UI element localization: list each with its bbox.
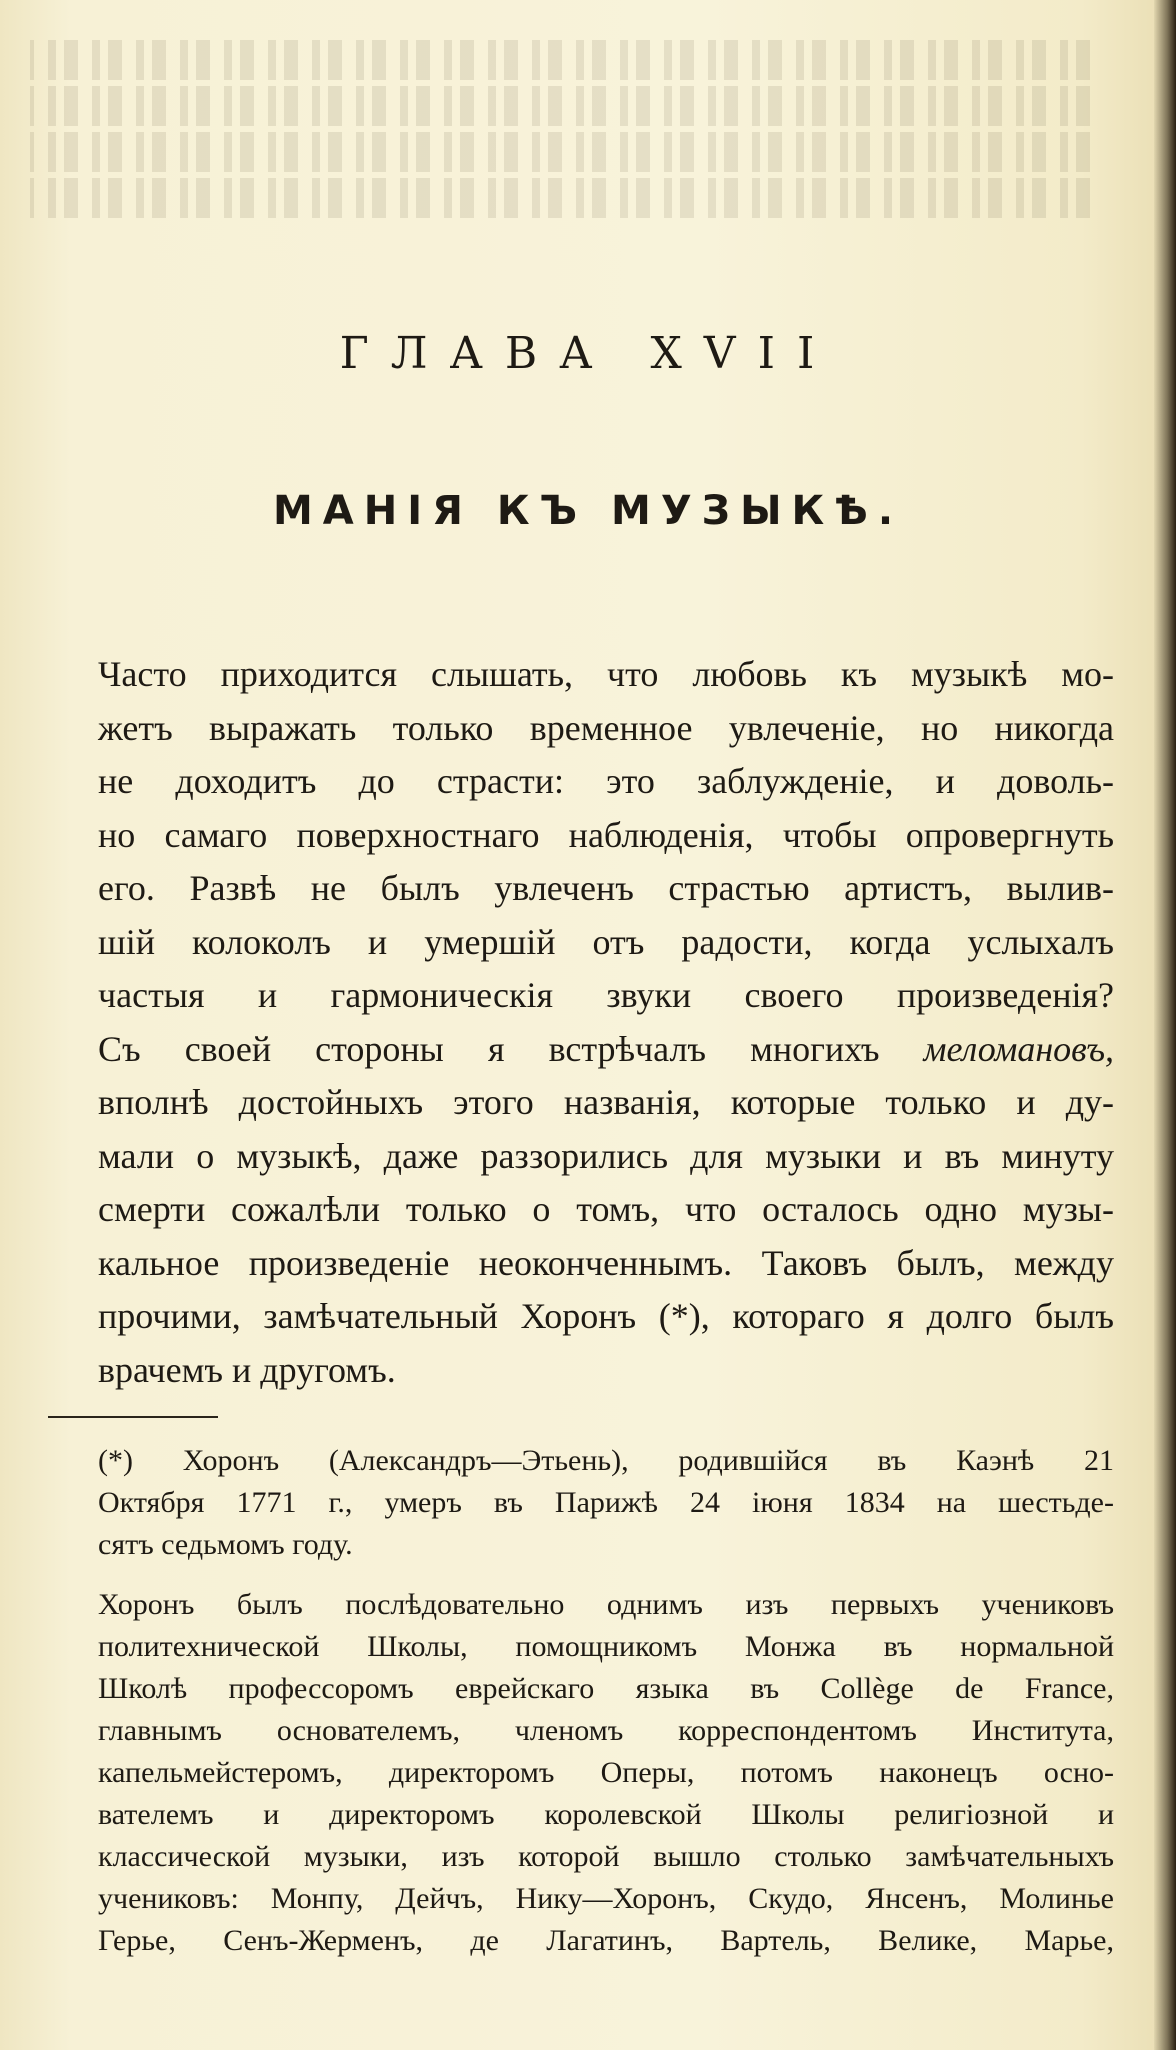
footnote-gap: [98, 1566, 1114, 1584]
footnote-line: вателемъ и директоромъ королевской Школы религіозной и: [98, 1798, 1114, 1831]
body-line: прочими, замѣчательный Хоронъ (*), котораго я долго былъ: [98, 1296, 1114, 1336]
footnote-line: Герье, Сенъ-Жерменъ, де Лагатинъ, Вартель, Велике, Марье,: [98, 1924, 1114, 1957]
footnote-line: главнымъ основателемъ, членомъ корреспондентомъ Института,: [98, 1714, 1114, 1747]
body-line-with-italic: [98, 1023, 1114, 1077]
body-line: кальное произведеніе неоконченнымъ. Таковъ былъ, между: [98, 1242, 1114, 1283]
body-line: его. Развѣ не былъ увлеченъ страстью артистъ, вылив-: [98, 868, 1114, 908]
italic-word: меломановъ,: [923, 1028, 1115, 1069]
body-line: частыя и гармоническія звуки своего произведенія?: [98, 975, 1114, 1015]
chapter-title: МАНІЯ КЪ МУЗЫКѢ.: [272, 488, 904, 534]
body-line-text: Съ своей стороны я встрѣчалъ многихъ: [98, 1028, 880, 1069]
footnote-line: сятъ седьмомъ году.: [98, 1528, 353, 1561]
footnote-line: Октября 1771 г., умеръ въ Парижѣ 24 іюня 1834 на шестьде-: [98, 1486, 1114, 1519]
footnote-line: Хоронъ былъ послѣдовательно однимъ изъ первыхъ учениковъ: [98, 1588, 1114, 1621]
footnote-line: классической музыки, изъ которой вышло столько замѣчательныхъ: [98, 1840, 1114, 1873]
body-paragraph: [98, 648, 1114, 1397]
body-line: но самаго поверхностнаго наблюденія, чтобы опровергнуть: [98, 814, 1114, 855]
body-line: врачемъ и другомъ.: [98, 1349, 396, 1390]
footnote-line: учениковъ: Монпу, Дейчъ, Нику—Хоронъ, Скудо, Янсенъ, Молинье: [98, 1882, 1114, 1915]
footnote-line: Школѣ профессоромъ еврейскаго языка въ Collège de France,: [98, 1672, 1114, 1705]
footnote-divider: [48, 1416, 218, 1418]
body-line: шій колоколъ и умершій отъ радости, когда услыхалъ: [98, 921, 1114, 962]
body-line: мали о музыкѣ, даже раззорились для музыки и въ минуту: [98, 1135, 1114, 1176]
bleed-through-text: [30, 40, 1090, 220]
body-line: смерти сожалѣли только о томъ, что осталось одно музы-: [98, 1189, 1114, 1229]
body-line: не доходитъ до страсти: это заблужденіе, и доволь-: [98, 761, 1114, 801]
body-line: вполнѣ достойныхъ этого названія, которые только и ду-: [98, 1082, 1114, 1122]
footnote-line: политехнической Школы, помощникомъ Монжа въ нормальной: [98, 1630, 1114, 1663]
body-line: жетъ выражать только временное увлеченіе, но никогда: [98, 707, 1114, 748]
body-line: Часто приходится слышать, что любовь къ музыкѣ мо-: [98, 654, 1114, 694]
footnote-line: капельмейстеромъ, директоромъ Оперы, потомъ наконецъ осно-: [98, 1756, 1114, 1789]
footnote: [98, 1440, 1114, 1962]
footnote-line: (*) Хоронъ (Александръ—Этьень), родившійся въ Каэнѣ 21: [98, 1444, 1114, 1477]
book-spine-shadow: [1154, 0, 1176, 2050]
chapter-heading: ГЛАВА XVII: [339, 328, 837, 379]
